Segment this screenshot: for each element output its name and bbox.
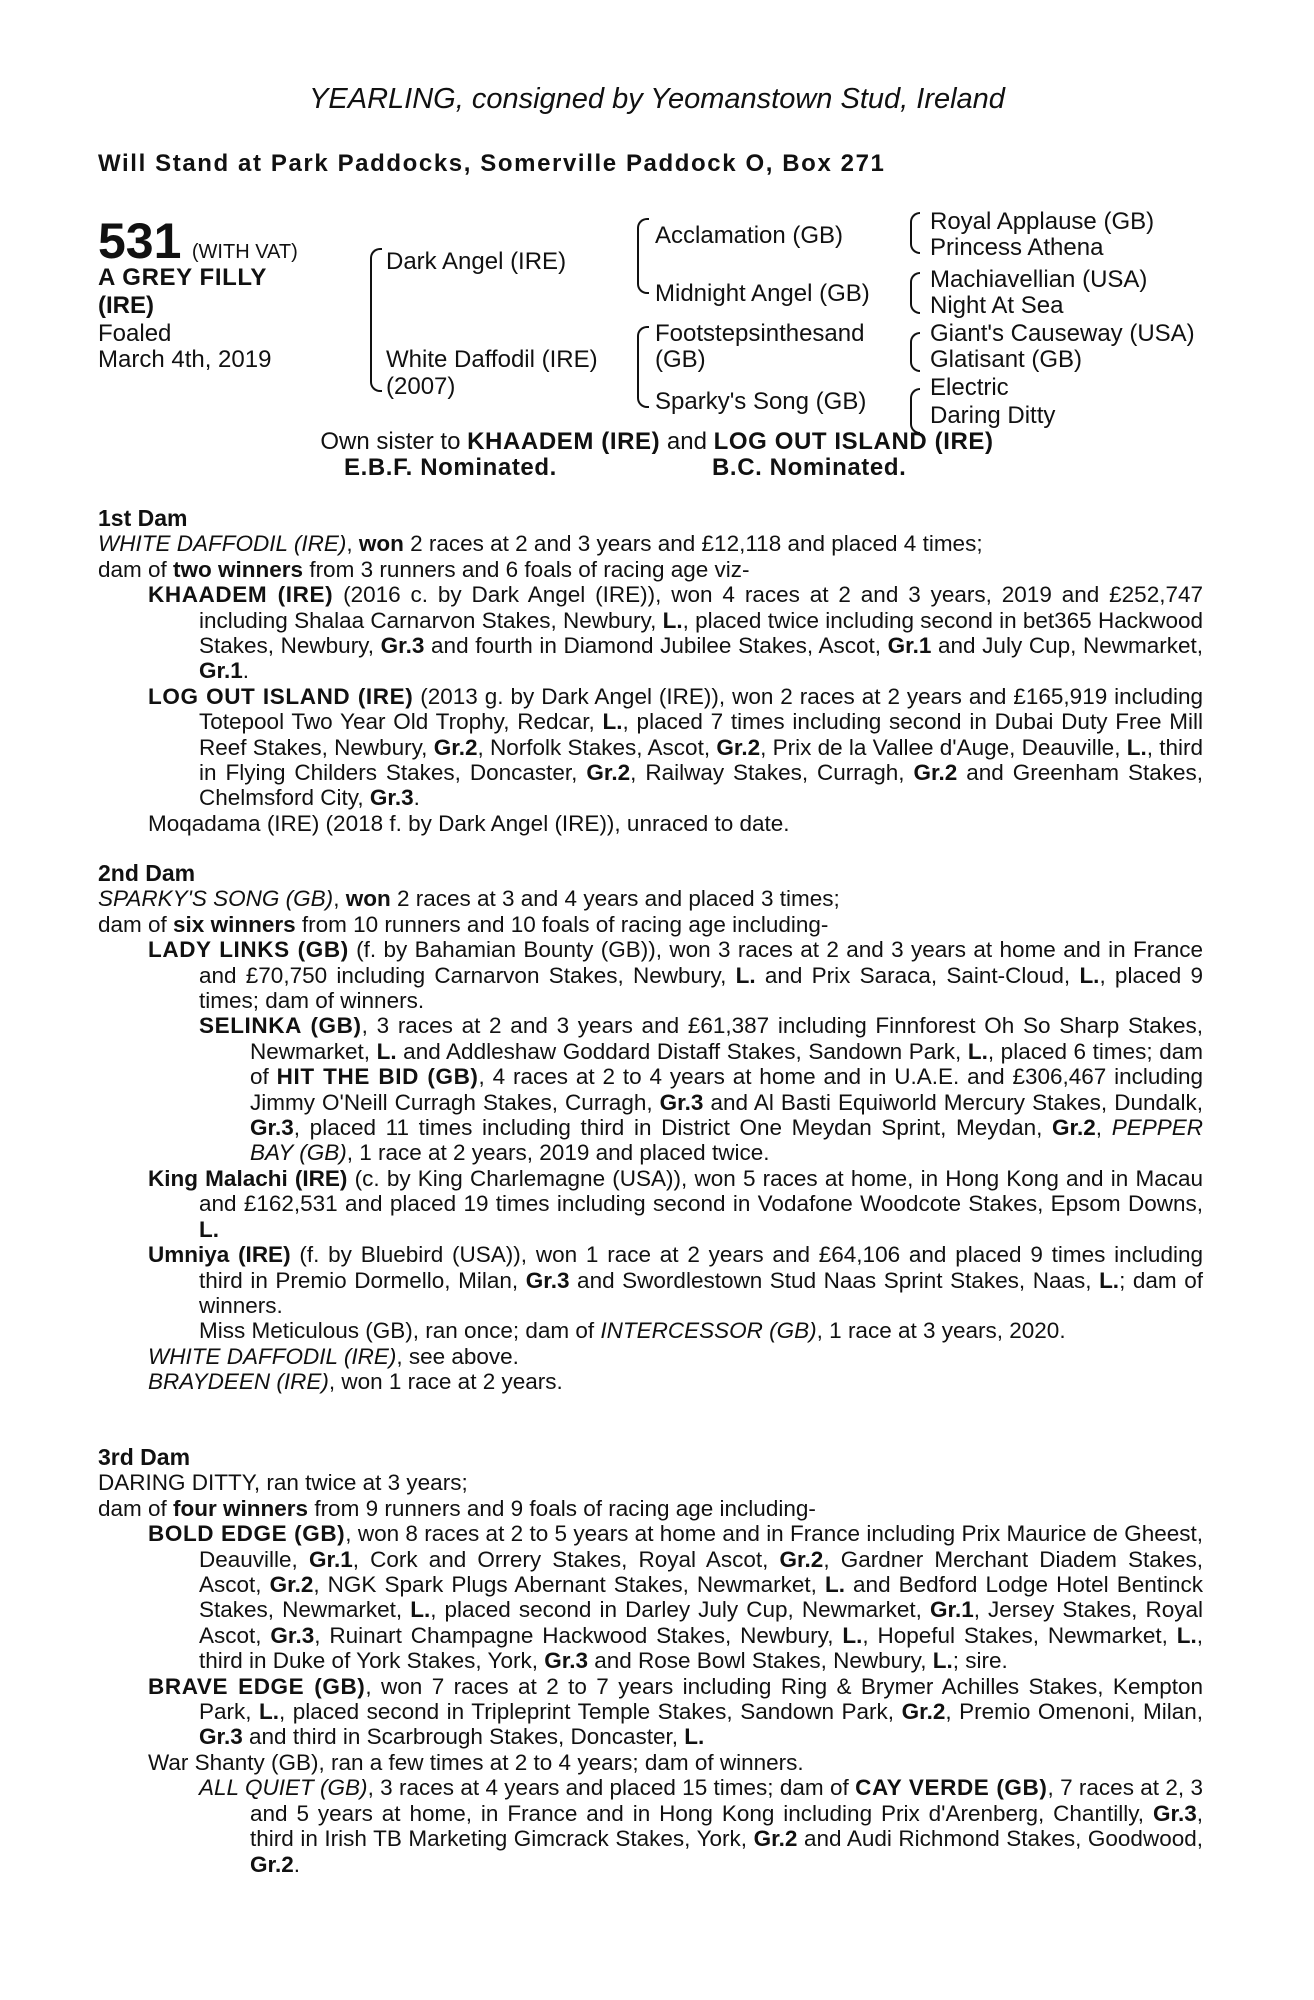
sister-and: and [660, 428, 714, 455]
runners-info: from 3 runners and 6 foals of racing age viz- [303, 556, 750, 582]
produce-name: LADY LINKS (GB) [148, 937, 349, 963]
dam-of: dam of [98, 1495, 174, 1521]
sister-horse2: LOG OUT ISLAND (IRE) [713, 428, 994, 455]
pedigree-brace-dsx [910, 332, 920, 354]
produce-name: Umniya (IRE) [148, 1242, 291, 1268]
pedigree-dam-dam: Sparky's Song (GB) [655, 388, 867, 415]
lot-number: 531 [98, 213, 182, 269]
pedigree-dam-sire-line1: Footstepsinthesand [655, 320, 865, 347]
won-label: won [345, 886, 391, 912]
pedigree-brace-ssy [910, 234, 920, 254]
produce-name: BOLD EDGE (GB) [148, 1521, 346, 1547]
page-title: YEARLING, consigned by Yeomanstown Stud, Ireland [309, 83, 1005, 115]
pedigree-brace-ssx [910, 212, 920, 236]
sister-horse1: KHAADEM (IRE) [467, 428, 661, 455]
sister-prefix: Own sister to [320, 428, 468, 455]
produce-miss-meticulous: Miss Meticulous (GB), ran once; dam of INTERCESSOR (GB), 1 race at 3 years, 2020. [199, 1318, 1066, 1344]
pedigree-sds: Machiavellian (USA) [930, 266, 1148, 293]
pedigree-sire-sire: Acclamation (GB) [655, 222, 844, 249]
pedigree-brace-ss [637, 218, 649, 268]
pedigree-sire: Dark Angel (IRE) [386, 248, 567, 275]
dam-of: dam of [98, 911, 174, 937]
produce-moqadama: Moqadama (IRE) (2018 f. by Dark Angel (IRE)), unraced to date. [148, 810, 790, 836]
produce-lady-links: LADY LINKS (GB) (f. by Bahamian Bounty (GB)), won 3 races at 2 and 3 years at home and in France and £70,750 including Carnarvon Stakes, Newbury, L. and Prix Saraca, Saint-Cloud, L., placed 9 times; dam of winners. [148, 937, 1203, 1014]
produce-bold-edge: BOLD EDGE (GB), won 8 races at 2 to 5 years at home and in France including Prix Maurice de Gheest, Deauville, Gr.1, Cork and Orrery Stakes, Royal Ascot, Gr.2, Gardner Merchant Diadem Stakes, Ascot, Gr.2, NGK Spark Plugs Abernant Stakes, Newmarket, L. and Bedford Lodge Hotel Bentinck Stakes, Newmarket, L., placed second in Darley July Cup, Newmarket, Gr.1, Jersey Stakes, Royal Ascot, Gr.3, Ruinart Champagne Hackwood Stakes, Newbury, L., Hopeful Stakes, Newmarket, L., third in Duke of York Stakes, York, Gr.3 and Rose Bowl Stakes, Newbury, L.; sire. [148, 1521, 1204, 1674]
vat-label: (WITH VAT) [191, 241, 298, 263]
produce-braydeen: BRAYDEEN (IRE), won 1 race at 2 years. [148, 1369, 563, 1395]
pedigree-brace-dd [637, 376, 649, 408]
dam-record: 2 races at 3 and 4 years and placed 3 times; [390, 886, 840, 912]
produce-name: BRAVE EDGE (GB) [148, 1673, 366, 1699]
pedigree-brace-sd [637, 266, 649, 294]
dam-name: SPARKY'S SONG (GB) [98, 886, 334, 912]
third-dam-heading: 3rd Dam [98, 1444, 191, 1470]
runners-info: from 10 runners and 10 foals of racing age including- [295, 911, 829, 937]
pedigree-sdd: Night At Sea [930, 292, 1064, 319]
lot-header [98, 212, 298, 270]
pedigree-brace-dam [370, 332, 382, 392]
sister-line [0, 428, 1314, 456]
produce-selinka: SELINKA (GB), 3 races at 2 and 3 years and £61,387 including Finnforest Oh So Sharp Stakes, Newmarket, L. and Addleshaw Goddard Distaff Stakes, Sandown Park, L., placed 6 times; dam of HIT THE BID (GB), 4 races at 2 to 4 years at home and in U.A.E. and £306,467 including Jimmy O'Neill Curragh Stakes, Curragh, Gr.3 and Al Basti Equiworld Mercury Stakes, Dundalk, Gr.3, placed 11 times including third in District One Meydan Sprint, Meydan, Gr.2, PEPPER BAY (GB), 1 race at 2 years, 2019 and placed twice. [199, 1013, 1203, 1166]
foaled-label: Foaled [98, 320, 172, 347]
pedigree-dds: Electric [930, 374, 1009, 401]
produce-brave-edge: BRAVE EDGE (GB), won 7 races at 2 to 7 years including Ring & Brymer Achilles Stakes, Kempton Park, L., placed second in Tripleprint Temple Stakes, Sandown Park, Gr.2, Premio Omenoni, Milan, Gr.3 and third in Scarbrough Stakes, Doncaster, L. [148, 1673, 1203, 1750]
second-dam-line1: SPARKY'S SONG (GB), won 2 races at 3 and 4 years and placed 3 times; [98, 886, 840, 912]
winners-count: two winners [173, 556, 304, 582]
pedigree-brace-dsy [910, 352, 920, 372]
pedigree-dam-line1: White Daffodil (IRE) [386, 346, 598, 373]
won-label: won [358, 531, 404, 557]
pedigree-sire-dam: Midnight Angel (GB) [655, 280, 870, 307]
produce-all-quiet: ALL QUIET (GB), 3 races at 4 years and placed 15 times; dam of CAY VERDE (GB), 7 races at 2, 3 and 5 years at home, in France and in Hong Kong including Prix d'Arenberg, Chantilly, Gr.3, third in Irish TB Marketing Gimcrack Stakes, York, Gr.2 and Audi Richmond Stakes, Goodwood, Gr.2. [199, 1775, 1203, 1877]
winners-count: four winners [173, 1495, 309, 1521]
pedigree-sss: Royal Applause (GB) [930, 208, 1155, 235]
produce-white-daffodil: WHITE DAFFODIL (IRE), see above. [148, 1343, 519, 1369]
pedigree-brace-ds [637, 326, 649, 378]
horse-name-line2: (IRE) [98, 292, 154, 319]
produce-king-malachi: King Malachi (IRE) (c. by King Charlemagne (USA)), won 5 races at home, in Hong Kong and in Macau and £162,531 and placed 19 times including second in Vodafone Woodcote Stakes, Epsom Downs, L. [148, 1165, 1204, 1242]
bc-nominated: B.C. Nominated. [712, 454, 907, 481]
third-dam-line2 [98, 1496, 1203, 1521]
ebf-nominated: E.B.F. Nominated. [344, 454, 557, 481]
pedigree-dsd: Glatisant (GB) [930, 346, 1083, 373]
stand-location: Will Stand at Park Paddocks, Somerville Paddock O, Box 271 [98, 150, 886, 177]
pedigree-brace-sdy [910, 292, 920, 314]
second-dam-heading: 2nd Dam [98, 860, 196, 886]
produce-umniya: Umniya (IRE) (f. by Bluebird (USA)), won 1 race at 2 years and £64,106 and placed 9 times including third in Premio Dormello, Milan, Gr.3 and Swordlestown Stud Naas Sprint Stakes, Naas, L.; dam of winners. [148, 1242, 1203, 1318]
produce-name: ALL QUIET (GB) [199, 1775, 368, 1801]
pedigree-ddd: Daring Ditty [930, 402, 1056, 429]
second-dam-section [98, 861, 1203, 1395]
first-dam-heading: 1st Dam [98, 505, 188, 531]
first-dam-section [98, 506, 1203, 836]
pedigree-brace-sire [370, 248, 382, 334]
dam-of: dam of [98, 556, 174, 582]
dam-record: 2 races at 2 and 3 years and £12,118 and placed 4 times; [403, 531, 983, 557]
second-dam-line2 [98, 912, 1203, 937]
horse-name-line1: A GREY FILLY [98, 264, 268, 291]
dam-name: WHITE DAFFODIL (IRE) [98, 531, 347, 557]
foaled-date: March 4th, 2019 [98, 346, 272, 373]
pedigree-brace-ddx [910, 388, 920, 412]
produce-name: LOG OUT ISLAND (IRE) [148, 683, 414, 709]
produce-war-shanty: War Shanty (GB), ran a few times at 2 to 4 years; dam of winners. [148, 1749, 804, 1775]
runners-info: from 9 runners and 9 foals of racing age including- [308, 1495, 816, 1521]
pedigree-brace-sdx [910, 272, 920, 294]
produce-name: SELINKA (GB) [199, 1013, 362, 1039]
winners-count: six winners [173, 911, 296, 937]
first-dam-line2 [98, 557, 1203, 582]
pedigree-dss: Giant's Causeway (USA) [930, 320, 1195, 347]
third-dam-section [98, 1445, 1203, 1877]
produce-name: King Malachi (IRE) [148, 1165, 348, 1191]
third-dam-line1: DARING DITTY, ran twice at 3 years; [98, 1470, 468, 1496]
first-dam-line1: WHITE DAFFODIL (IRE), won 2 races at 2 and 3 years and £12,118 and placed 4 times; [98, 531, 983, 557]
produce-khaadem: KHAADEM (IRE) (2016 c. by Dark Angel (IRE)), won 4 races at 2 and 3 years, 2019 and £252,747 including Shalaa Carnarvon Stakes, Newbury, L., placed twice including second in bet365 Hackwood Stakes, Newbury, Gr.3 and fourth in Diamond Jubilee Stakes, Ascot, Gr.1 and July Cup, Newmarket, Gr.1. [148, 582, 1203, 684]
produce-log-out-island: LOG OUT ISLAND (IRE) (2013 g. by Dark Angel (IRE)), won 2 races at 2 years and £165,919 including Totepool Two Year Old Trophy, Redcar, L., placed 7 times including second in Dubai Duty Free Mill Reef Stakes, Newbury, Gr.2, Norfolk Stakes, Ascot, Gr.2, Prix de la Vallee d'Auge, Deauville, L., third in Flying Childers Stakes, Doncaster, Gr.2, Railway Stakes, Curragh, Gr.2 and Greenham Stakes, Chelmsford City, Gr.3. [148, 683, 1203, 811]
pedigree-dam-sire-line2: (GB) [655, 346, 706, 373]
pedigree-ssd: Princess Athena [930, 234, 1104, 261]
pedigree-dam-line2: (2007) [386, 373, 456, 400]
produce-name: KHAADEM (IRE) [148, 582, 334, 608]
